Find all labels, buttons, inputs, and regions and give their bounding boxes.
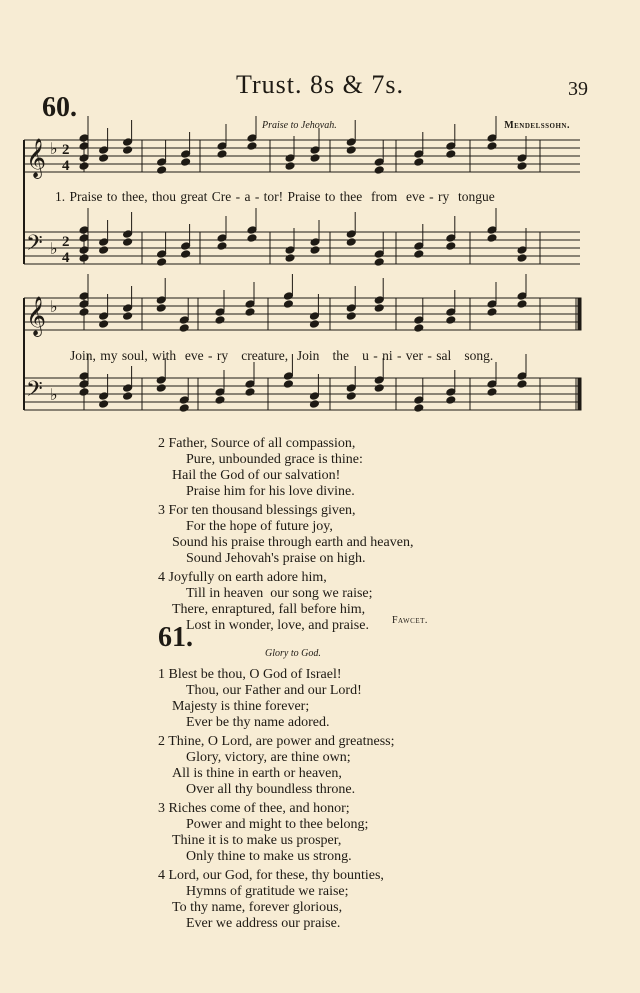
note-head [179,396,189,405]
note-head [487,300,497,309]
note-head [487,134,497,143]
note-head [123,146,133,155]
verse-line: Pure, unbounded grace is thine: [186,452,363,467]
note-head [79,372,89,381]
note-head [79,388,89,397]
time-signature: 2 [62,234,70,250]
verse-line: All is thine in earth or heaven, [172,766,342,781]
hymn-number: 61. [158,622,193,653]
note-head [414,404,424,413]
note-head [310,246,320,255]
verse-line: Thou, our Father and our Lord! [186,683,362,698]
note-head [446,242,456,251]
note-head [156,384,166,393]
note-head [156,296,166,305]
note-head [245,388,255,397]
treble-clef-icon: 𝄞 [26,296,47,336]
note-head [446,308,456,317]
note-head [517,300,527,309]
note-head [247,226,257,235]
note-head [156,376,166,385]
music-score [0,0,640,440]
flat-sign-icon: ♭ [50,239,58,258]
note-head [157,250,167,259]
note-head [157,158,167,167]
note-head [79,300,89,309]
note-head [79,292,89,301]
note-head [79,308,89,317]
note-head [310,238,320,247]
note-head [487,234,497,243]
final-bar-line [578,378,581,410]
verse-line: 3 Riches come of thee, and honor; [158,801,350,816]
note-head [446,150,456,159]
note-head [374,376,384,385]
note-head [123,384,133,393]
note-head [123,138,133,147]
note-head [446,388,456,397]
verse [158,734,395,798]
note-head [487,226,497,235]
note-head [487,142,497,151]
verse-line: Power and might to thee belong; [186,817,369,832]
note-head [179,316,189,325]
verse-line: Only thine to make us strong. [186,849,352,864]
note-head [446,142,456,151]
verse-line: Till in heaven our song we raise; [186,586,373,601]
verse-line: 4 Lord, our God, for these, thy bounties, [158,868,384,883]
note-head [217,142,227,151]
note-head [99,392,109,401]
note-head [247,234,257,243]
note-head [487,380,497,389]
page-title: Trust. 8s & 7s. [236,70,404,99]
note-head [309,320,319,329]
note-head [346,146,356,155]
note-head [99,320,109,329]
verse-line: Praise him for his love divine. [186,484,355,499]
note-head [99,154,109,163]
note-head [517,154,527,163]
time-signature: 2 [62,142,70,158]
verse-line: 3 For ten thousand blessings given, [158,503,356,518]
flat-sign-icon: ♭ [50,297,58,316]
note-head [487,388,497,397]
note-head [346,238,356,247]
note-head [79,380,89,389]
note-head [517,254,527,263]
note-head [215,396,225,405]
note-head [99,400,109,409]
page-number: 39 [568,78,588,100]
note-head [283,372,293,381]
note-head [157,166,167,175]
note-head [346,384,356,393]
verse-line: 2 Father, Source of all compassion, [158,436,356,451]
verse-line: 2 Thine, O Lord, are power and greatness; [158,734,395,749]
note-head [414,150,424,159]
hymn-61-verses [158,667,395,932]
note-head [285,154,295,163]
note-head [374,296,384,305]
note-head [414,316,424,325]
note-head [517,372,527,381]
verse-line: There, enraptured, fall before him, [172,602,366,617]
note-head [245,380,255,389]
final-bar-line [578,298,581,330]
verse-line: Hymns of gratitude we raise; [186,884,349,899]
verse-line: Sound his praise through earth and heaven, [172,535,414,550]
verse [158,667,395,731]
note-head [181,158,191,167]
note-head [79,134,89,143]
verse-line: Over all thy boundless throne. [186,782,356,797]
note-head [79,254,89,263]
note-head [374,250,384,259]
note-head [374,384,384,393]
verse-line: Lost in wonder, love, and praise. [186,618,369,633]
note-head [309,392,319,401]
verse-line: Majesty is thine forever; [172,699,310,714]
author-name: Fawcet. [392,615,428,626]
note-head [123,304,133,313]
note-head [446,316,456,325]
verse-line: For the hope of future joy, [186,519,333,534]
note-head [99,312,109,321]
note-head [99,146,109,155]
verse [158,436,413,500]
note-head [181,242,191,251]
verse-line: Glory, victory, are thine own; [186,750,351,765]
verse-line: Thine it is to make us prosper, [172,833,342,848]
note-head [217,150,227,159]
note-head [283,300,293,309]
note-head [99,238,109,247]
note-head [181,150,191,159]
note-head [179,324,189,333]
note-head [414,324,424,333]
hymn-subtitle: Glory to God. [265,648,321,659]
verse-line: Sound Jehovah's praise on high. [186,551,366,566]
verse [158,801,395,865]
lyrics-line: 1. Praise to thee, thou great Cre - a - tor! Praise to thee from eve - ry tongue [55,189,495,204]
note-head [285,246,295,255]
note-head [309,312,319,321]
hymn-subtitle: Praise to Jehovah. [262,120,337,131]
note-head [517,380,527,389]
note-head [215,388,225,397]
verse-line: 4 Joyfully on earth adore him, [158,570,327,585]
note-head [99,246,109,255]
note-head [79,142,89,151]
note-head [217,234,227,243]
note-head [79,162,89,171]
verse [158,868,395,932]
treble-clef-icon: 𝄞 [26,138,47,178]
note-head [215,316,225,325]
flat-sign-icon: ♭ [50,139,58,158]
note-head [79,226,89,235]
note-head [414,250,424,259]
verse-line: Ever be thy name adored. [186,715,330,730]
note-head [123,392,133,401]
note-head [374,258,384,267]
note-head [157,258,167,267]
note-head [309,400,319,409]
verse [158,570,413,634]
verse [158,503,413,567]
note-head [123,312,133,321]
note-head [247,134,257,143]
note-head [156,304,166,313]
note-head [79,154,89,163]
note-head [179,404,189,413]
note-head [79,234,89,243]
bass-clef-icon: 𝄢 [26,377,43,407]
composer-name: Mendelssohn. [504,120,570,131]
note-head [374,166,384,175]
note-head [487,308,497,317]
note-head [446,234,456,243]
note-head [517,292,527,301]
note-head [414,396,424,405]
note-head [123,230,133,239]
verse-line: Hail the God of our salvation! [172,468,341,483]
bass-clef-icon: 𝄢 [26,231,43,261]
note-head [285,162,295,171]
note-head [346,392,356,401]
note-head [245,308,255,317]
note-head [217,242,227,251]
note-head [285,254,295,263]
note-head [215,308,225,317]
note-head [79,246,89,255]
time-signature: 4 [62,250,70,266]
note-head [517,162,527,171]
hymn-number: 60. [42,92,77,123]
note-head [374,304,384,313]
verse-line: Ever we address our praise. [186,916,341,931]
note-head [181,250,191,259]
verse-line: To thy name, forever glorious, [172,900,343,915]
note-head [247,142,257,151]
note-head [283,380,293,389]
lyrics-line: Join, my soul, with eve - ry creature, Join the u - ni - ver - sal song. [70,348,494,363]
note-head [346,312,356,321]
note-head [414,242,424,251]
note-head [374,158,384,167]
note-head [346,138,356,147]
note-head [414,158,424,167]
hymn-60-verses [158,436,413,634]
note-head [446,396,456,405]
note-head [310,154,320,163]
note-head [123,238,133,247]
note-head [517,246,527,255]
note-head [310,146,320,155]
note-head [283,292,293,301]
flat-sign-icon: ♭ [50,385,58,404]
note-head [346,230,356,239]
note-head [346,304,356,313]
verse-line: 1 Blest be thou, O God of Israel! [158,667,342,682]
note-head [245,300,255,309]
time-signature: 4 [62,158,70,174]
